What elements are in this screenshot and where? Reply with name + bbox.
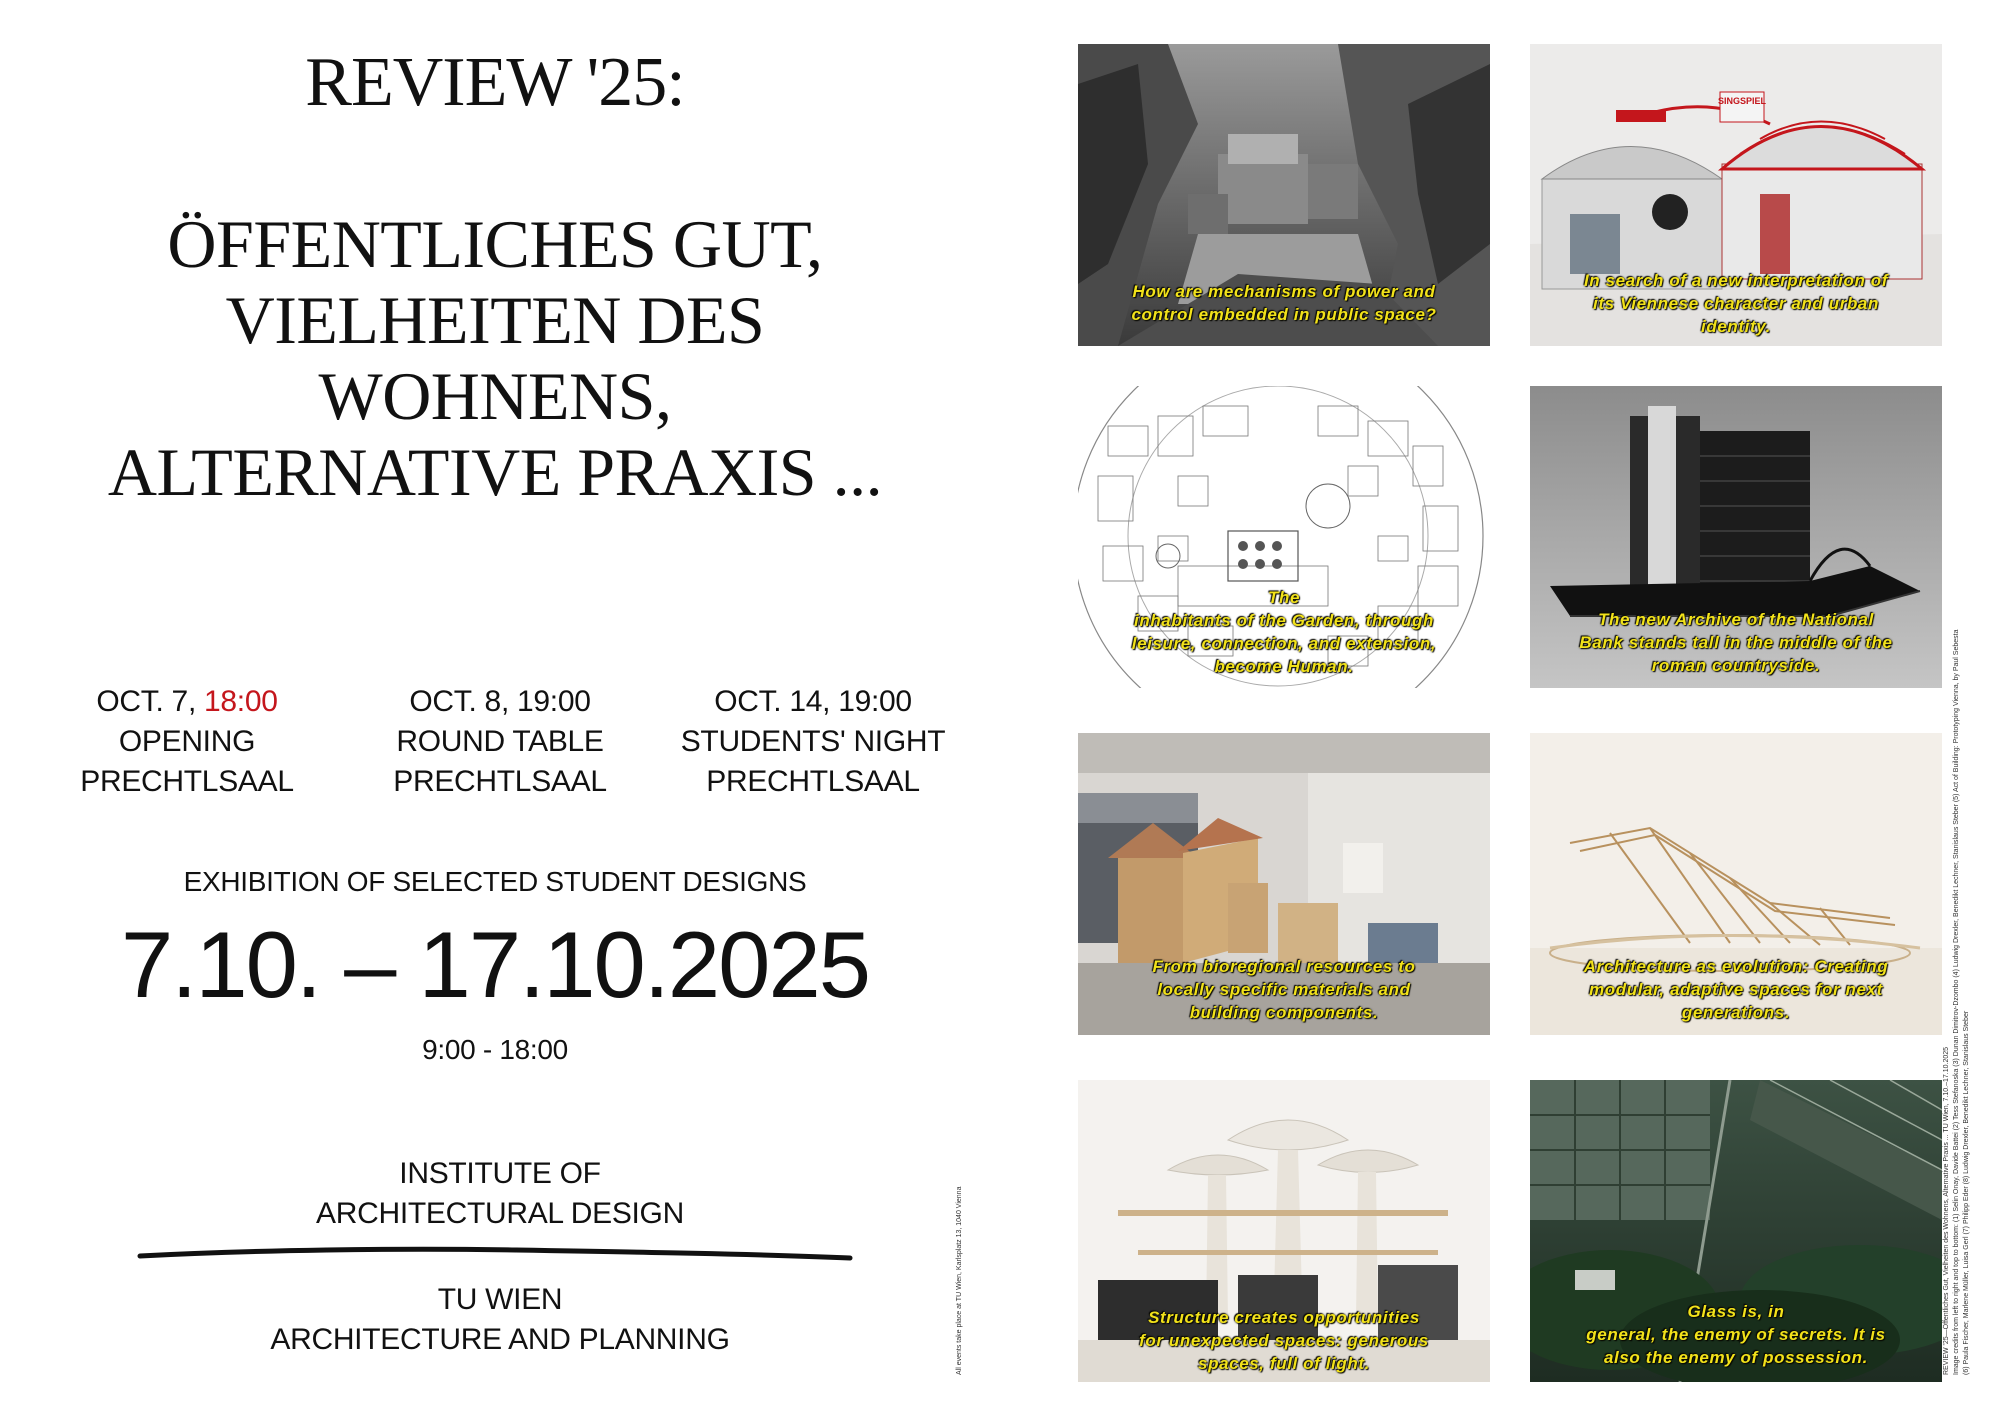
caption-line: In search of a new interpretation of — [1583, 271, 1889, 290]
gallery-image-archive-tower — [1530, 386, 1942, 688]
gallery-image-mushroom-model — [1078, 1080, 1490, 1382]
caption-line: control embedded in public space? — [1131, 305, 1437, 324]
event-time: 18:00 — [204, 685, 278, 718]
event-date-prefix: OCT. 8, — [409, 685, 518, 718]
caption-line: The new Archive of the National — [1598, 610, 1874, 629]
gallery-caption — [1078, 586, 1490, 678]
event-name: OPENING — [118, 725, 256, 758]
gallery-caption — [1078, 1306, 1490, 1375]
caption-line: From bioregional resources to — [1152, 957, 1416, 976]
event-name: ROUND TABLE — [396, 725, 604, 758]
gallery-image-timber-model — [1530, 733, 1942, 1035]
event-time: 19:00 — [517, 685, 591, 718]
gallery-caption — [1078, 955, 1490, 1024]
institute-line-1: INSTITUTE OF — [399, 1157, 601, 1190]
gallery-image-workshop — [1078, 733, 1490, 1035]
university-line-1: TU WIEN — [437, 1283, 563, 1316]
caption-line: locally specific materials and — [1157, 980, 1411, 999]
subtitle-line-2: VIELHEITEN DES — [225, 282, 765, 358]
poster-title: REVIEW '25: — [305, 44, 685, 121]
venue-note: All events take place at TU Wien, Karlsplatz 13, 1040 Vienna — [956, 1186, 963, 1375]
caption-line: generations. — [1681, 1003, 1791, 1022]
caption-line: for unexpected spaces: generous — [1139, 1331, 1429, 1350]
subtitle-line-1: ÖFFENTLICHES GUT, — [167, 206, 823, 282]
gallery-caption — [1530, 608, 1942, 677]
institute-line-2: ARCHITECTURAL DESIGN — [316, 1197, 684, 1230]
caption-line: identity. — [1701, 317, 1771, 336]
caption-line: Glass is, in — [1687, 1302, 1785, 1321]
event-location: PRECHTLSAAL — [393, 765, 607, 798]
caption-line: its Viennese character and urban — [1593, 294, 1879, 313]
event-date — [22, 682, 352, 722]
credits-line-1: REVIEW '25—Öffentliches Gut, Vielheiten des Wohnens, Alternative Praxis ... TU Wien, 7.10.–17.10.2025 — [1943, 1046, 1950, 1375]
event-location: PRECHTLSAAL — [706, 765, 920, 798]
event-date — [648, 682, 978, 722]
university-line-2: ARCHITECTURE AND PLANNING — [270, 1323, 730, 1356]
gallery-caption — [1530, 955, 1942, 1024]
event-name: STUDENTS' NIGHT — [680, 725, 946, 758]
poster-subtitle — [0, 206, 990, 510]
caption-line: The — [1267, 588, 1301, 607]
event-opening — [22, 682, 352, 802]
gallery-image-singspiel-model — [1530, 44, 1942, 346]
caption-line: How are mechanisms of power and — [1132, 282, 1436, 301]
gallery-caption — [1078, 280, 1490, 326]
gallery-caption — [1530, 1300, 1942, 1369]
caption-line: leisure, connection, and extension, — [1131, 634, 1437, 653]
caption-line: general, the enemy of secrets. It is — [1586, 1325, 1886, 1344]
gallery-image-garden-plan — [1078, 386, 1490, 688]
gallery-caption — [1530, 269, 1942, 338]
caption-line: Structure creates opportunities — [1148, 1308, 1420, 1327]
caption-line: become Human. — [1214, 657, 1354, 676]
event-students-night — [648, 682, 978, 802]
event-location: PRECHTLSAAL — [80, 765, 294, 798]
subtitle-line-4: ALTERNATIVE PRAXIS ... — [107, 434, 883, 510]
exhibition-hours: 9:00 - 18:00 — [422, 1034, 568, 1065]
event-date-prefix: OCT. 7, — [96, 685, 205, 718]
caption-line: also the enemy of possession. — [1604, 1348, 1868, 1367]
subtitle-line-3: WOHNENS, — [318, 358, 672, 434]
caption-line: spaces, full of light. — [1198, 1354, 1370, 1373]
caption-line: roman countryside. — [1651, 656, 1821, 675]
gallery-image-monastery — [1078, 44, 1490, 346]
institute-name — [0, 1154, 1000, 1234]
event-date — [335, 682, 665, 722]
event-date-prefix: OCT. 14, — [714, 685, 839, 718]
hand-drawn-divider — [136, 1242, 856, 1266]
caption-line: building components. — [1189, 1003, 1379, 1022]
singspiel-sign: SINGSPIEL — [1718, 96, 1767, 106]
caption-line: inhabitants of the Garden, through — [1134, 611, 1434, 630]
exhibition-dates: 7.10. – 17.10.2025 — [120, 912, 870, 1017]
exhibition-subtitle: EXHIBITION OF SELECTED STUDENT DESIGNS — [183, 866, 807, 897]
credits-line-2: Image credits from left to right and top to bottom: (1) Selin Onay, Davide Battei (2) Tess Stefanoska (3) Dunan Dimitrov-Dzombo (4) Ludwig Drexler, Benedikt Lechner, Stanislaus Steber (5) Act of Building: Prototyping Vienna, by Paul Sebesta — [1953, 629, 1960, 1375]
event-round-table — [335, 682, 665, 802]
credits-line-3: (6) Paula Fischer, Marlene Müller, Luisa Gerl (7) Philipp Eder (8) Ludwig Drexler, Benedikt Lechner, Stanislaus Steber — [1963, 1010, 1970, 1375]
caption-line: modular, adaptive spaces for next — [1589, 980, 1883, 999]
caption-line: Architecture as evolution: Creating — [1583, 957, 1889, 976]
gallery-image-glass-garden — [1530, 1080, 1942, 1382]
caption-line: Bank stands tall in the middle of the — [1579, 633, 1893, 652]
event-time: 19:00 — [838, 685, 912, 718]
university-name — [0, 1280, 1000, 1360]
